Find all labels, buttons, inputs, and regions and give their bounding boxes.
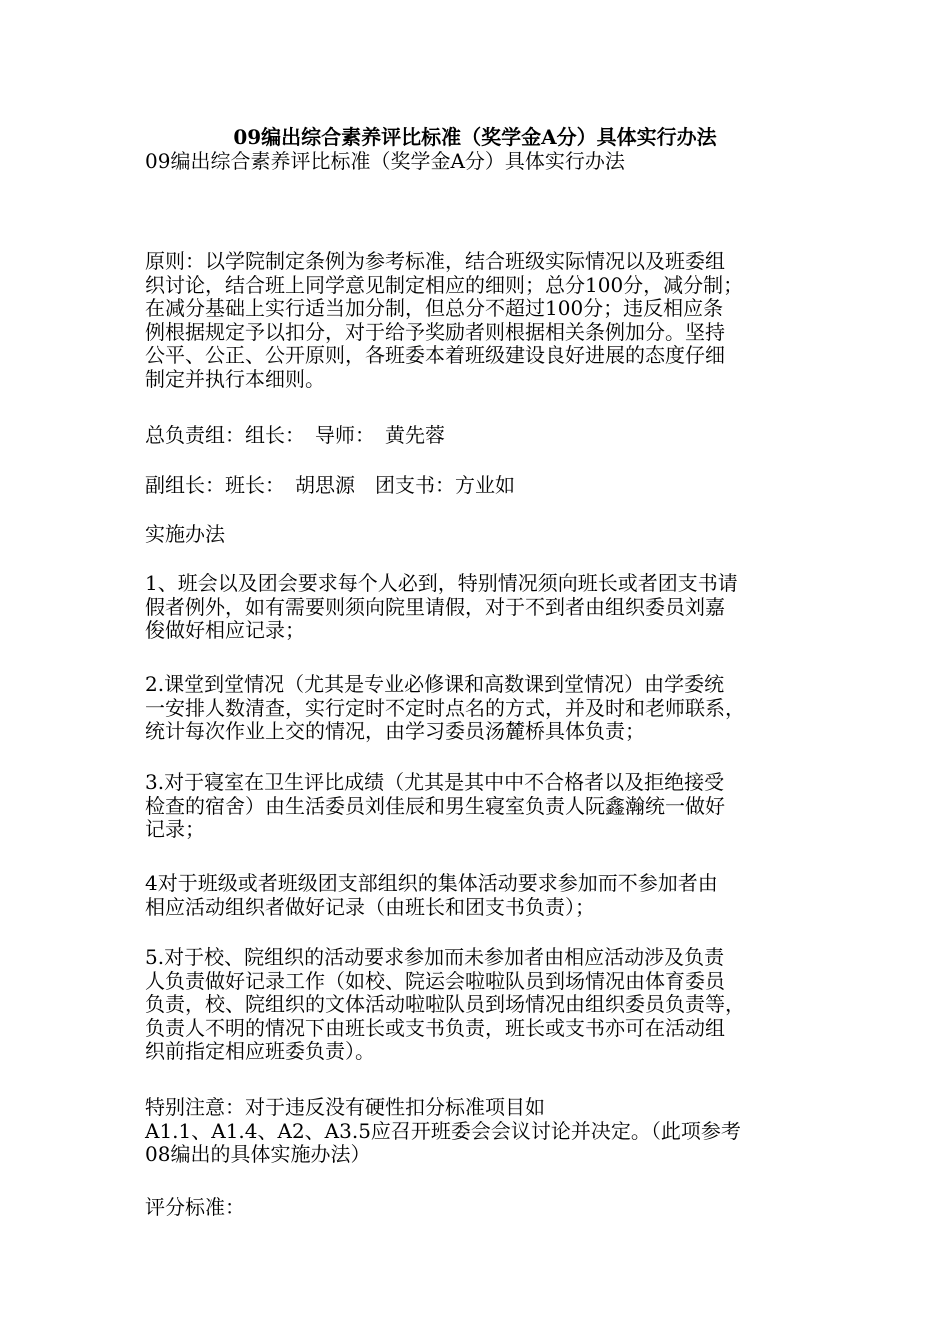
method-item-line: 1、班会以及团会要求每个人必到，特别情况须向班长或者团支书请: [145, 571, 738, 595]
method-item-1: [145, 572, 810, 643]
method-item-line: 统计每次作业上交的情况，由学习委员汤麓桥具体负责；: [145, 719, 645, 743]
principle-paragraph: [145, 250, 810, 391]
method-item-line: 俊做好相应记录；: [145, 618, 305, 642]
method-item-line: 2.课堂到堂情况（尤其是专业必修课和高数课到堂情况）由学委统: [145, 672, 725, 696]
special-note-paragraph: [145, 1096, 810, 1167]
method-item-line: 5.对于校、院组织的活动要求参加而未参加者由相应活动涉及负责: [145, 945, 725, 969]
principle-line: 原则：以学院制定条例为参考标准，结合班级实际情况以及班委组: [145, 249, 725, 273]
methods-heading: [145, 523, 810, 547]
deputy-line: 副组长：班长： 胡思源 团支书：方业如: [145, 473, 515, 497]
method-item-line: 记录；: [145, 817, 205, 841]
principle-line: 例根据规定予以扣分，对于给予奖励者则根据相关条例加分。坚持: [145, 319, 725, 344]
method-item-2: [145, 673, 810, 744]
leader-paragraph: [145, 424, 810, 448]
method-item-3: [145, 771, 810, 842]
methods-heading-text: 实施办法: [145, 522, 225, 546]
special-note-line: A1.1、A1.4、A2、A3.5应召开班委会会议讨论并决定。（此项参考: [145, 1118, 741, 1143]
special-note-line: 特别注意：对于违反没有硬性扣分标准项目如: [145, 1095, 545, 1119]
method-item-line: 3.对于寝室在卫生评比成绩（尤其是其中中不合格者以及拒绝接受: [145, 770, 725, 794]
principle-line: 织讨论，结合班上同学意见制定相应的细则；总分100分，减分制；: [145, 272, 744, 297]
method-item-4: [145, 872, 810, 919]
method-item-line: 负责，校、院组织的文体活动啦啦队员到场情况由组织委员负责等，: [145, 992, 745, 1016]
method-item-line: 负责人不明的情况下由班长或支书负责，班长或支书亦可在活动组: [145, 1015, 725, 1040]
method-item-line: 4对于班级或者班级团支部组织的集体活动要求参加而不参加者由: [145, 871, 718, 895]
subtitle-line: 09编出综合素养评比标准（奖学金A分）具体实行办法: [145, 149, 625, 173]
method-item-line: 人负责做好记录工作（如校、院运会啦啦队员到场情况由体育委员: [145, 968, 725, 993]
leader-line: 总负责组：组长： 导师： 黄先蓉: [145, 423, 445, 447]
document-subtitle: [145, 150, 810, 174]
deputy-paragraph: [145, 474, 810, 498]
method-item-line: 相应活动组织者做好记录（由班长和团支书负责）；: [145, 894, 595, 919]
method-item-line: 织前指定相应班委负责）。: [145, 1039, 375, 1063]
principle-line: 制定并执行本细则。: [145, 366, 325, 391]
method-item-5: [145, 946, 810, 1064]
method-item-line: 一安排人数清查，实行定时不定时点名的方式，并及时和老师联系，: [145, 695, 745, 720]
scoring-heading: [145, 1196, 810, 1220]
special-note-line: 08编出的具体实施办法）: [145, 1142, 371, 1166]
principle-line: 公平、公正、公开原则，各班委本着班级建设良好进展的态度仔细: [145, 343, 725, 367]
method-item-line: 假者例外，如有需要则须向院里请假，对于不到者由组织委员刘嘉: [145, 594, 725, 619]
principle-line: 在减分基础上实行适当加分制，但总分不超过100分；违反相应条: [145, 296, 724, 320]
document-title: 09编出综合素养评比标准（奖学金A分）具体实行办法: [233, 125, 717, 149]
scoring-heading-text: 评分标准：: [145, 1195, 245, 1219]
method-item-line: 检查的宿舍）由生活委员刘佳辰和男生寝室负责人阮鑫瀚统一做好: [145, 793, 725, 818]
